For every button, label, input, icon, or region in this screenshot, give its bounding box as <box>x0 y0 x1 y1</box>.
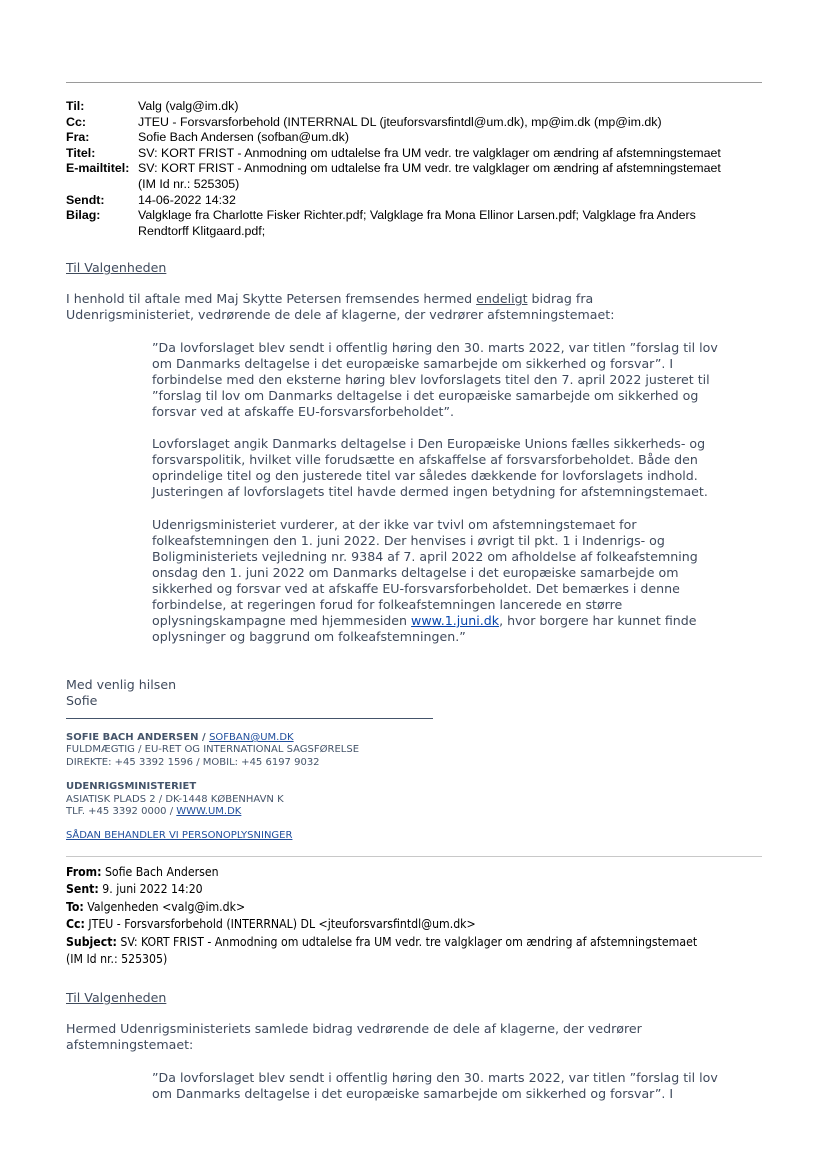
header-row-bilag <box>66 208 766 239</box>
quote-line: forbindelse med den eksterne høring blev lovforslagets titel den 7. april 2022 justeret til <box>152 372 710 387</box>
attachment-line[interactable]: Rendtorff Klitgaard.pdf; <box>138 223 266 238</box>
header-key: Til: <box>66 99 85 113</box>
signature-address: ASIATISK PLADS 2 / DK-1448 KØBENHAVN K <box>66 793 284 805</box>
signature-name-line <box>66 732 566 744</box>
forwarded-header <box>66 864 766 968</box>
quote-paragraph-3 <box>152 517 762 645</box>
header-value: Valg (valg@im.dk) <box>138 99 239 113</box>
header-key: Bilag: <box>66 208 101 223</box>
website-link[interactable]: www.1.juni.dk <box>411 613 500 628</box>
privacy-link[interactable]: SÅDAN BEHANDLER VI PERSONOPLYSNINGER <box>66 830 293 842</box>
top-divider <box>66 82 762 83</box>
quote-line: ”Da lovforslaget blev sendt i offentlig høring den 30. marts 2022, var titlen ”forslag til lov <box>152 1070 718 1085</box>
quote-line: Udenrigsministeriet vurderer, at der ikke var tvivl om afstemningstemaet for <box>152 517 637 532</box>
salutation: Til Valgenheden <box>66 260 167 275</box>
signature-tlf-line: TLF. +45 3392 0000 / WWW.UM.DK <box>66 806 242 818</box>
quote-line: oplysninger og baggrund om folkeafstemningen.” <box>152 629 466 644</box>
quote-line: ”forslag til lov om Danmarks deltagelse i det europæiske samarbejde om sikkerhed og <box>152 388 699 403</box>
header-value-line: SV: KORT FRIST - Anmodning om udtalelse fra UM vedr. tre valgklager om ændring af afstemningstemaet <box>138 161 721 176</box>
closing-name: Sofie <box>66 693 98 708</box>
quote-line: forsvar ved at afskaffe EU-forsvarsforbeholdet”. <box>152 404 454 419</box>
header-key: Cc: <box>66 114 86 129</box>
header-key: E-mailtitel: <box>66 161 130 176</box>
email-header <box>66 99 766 239</box>
header-row-titel <box>66 146 766 162</box>
signature-web-link[interactable]: WWW.UM.DK <box>176 806 242 818</box>
signature-name: SOFIE BACH ANDERSEN / <box>66 732 210 743</box>
intro-line: afstemningstemaet: <box>66 1037 194 1052</box>
header-value: JTEU - Forsvarsforbehold (INTERRNAL DL (jteuforsvarsfintdl@um.dk), mp@im.dk (mp@im.dk) <box>138 114 662 129</box>
intro-paragraph <box>66 291 766 323</box>
header-key: Titel: <box>66 145 96 160</box>
quote-line: ”Da lovforslaget blev sendt i offentlig høring den 30. marts 2022, var titlen ”forslag til lov <box>152 340 718 355</box>
emphasis-endeligt: endeligt <box>476 291 528 306</box>
signature-block <box>66 732 566 843</box>
quote-line: forbindelse, at regeringen forud for folkeafstemningen lancerede en større <box>152 597 623 612</box>
quote-paragraph-1 <box>152 340 762 420</box>
quote-line: forsvarspolitik, hvilket ville forudsætte en afskaffelse af forsvarsforbeholdet. Både den <box>152 452 698 467</box>
quote-line: om Danmarks deltagelse i det europæiske samarbejde om sikkerhed og forsvar”. I <box>152 1086 674 1101</box>
header-value <box>138 208 766 239</box>
attachment-line[interactable]: Valgklage fra Charlotte Fisker Richter.pdf; Valgklage fra Mona Ellinor Larsen.pdf; Valgklage fra Anders <box>138 208 696 223</box>
header-row-cc <box>66 115 766 131</box>
header-value <box>138 161 766 192</box>
forwarded-salutation: Til Valgenheden <box>66 990 167 1005</box>
forwarded-quote <box>152 1070 762 1102</box>
header-key: Fra: <box>66 130 90 145</box>
header-value-line: (IM Id nr.: 525305) <box>138 176 240 191</box>
intro-line: Hermed Udenrigsministeriets samlede bidrag vedrørende de dele af klagerne, der vedrører <box>66 1021 642 1036</box>
signature-divider <box>66 718 433 719</box>
forwarded-to: To: Valgenheden <valg@im.dk> <box>66 899 246 914</box>
header-key: Sendt: <box>66 192 105 207</box>
quote-line: sikkerhed og forsvar ved at afskaffe EU-forsvarsforbeholdet. Det bemærkes i denne <box>152 581 680 596</box>
forwarded-subject-cont: (IM Id nr.: 525305) <box>66 952 168 967</box>
quote-paragraph-2 <box>152 436 762 500</box>
forward-divider <box>66 856 762 857</box>
quote-line: oprindelige titel og den justerede titel var således dækkende for lovforslagets indhold. <box>152 468 698 483</box>
header-value: 14-06-2022 14:32 <box>138 192 236 207</box>
closing-greeting: Med venlig hilsen <box>66 677 177 692</box>
quote-line: Lovforslaget angik Danmarks deltagelse i Den Europæiske Unions fælles sikkerheds- og <box>152 436 706 451</box>
quote-line: onsdag den 1. juni 2022 om Danmarks deltagelse i det europæiske samarbejde om <box>152 565 679 580</box>
header-row-til <box>66 99 766 115</box>
quote-line: folkeafstemningen den 1. juni 2022. Der henvises i øvrigt til pkt. 1 i Indenrigs- og <box>152 533 665 548</box>
header-row-sendt <box>66 193 766 209</box>
forwarded-cc: Cc: JTEU - Forsvarsforbehold (INTERRNAL) DL <jteuforsvarsfintdl@um.dk> <box>66 917 476 932</box>
quote-line: om Danmarks deltagelse i det europæiske samarbejde om sikkerhed og forsvar”. I <box>152 356 674 371</box>
intro-line: I henhold til aftale med Maj Skytte Petersen fremsendes hermed endeligt bidrag fra <box>66 291 594 306</box>
signature-email-link[interactable]: SOFBAN@UM.DK <box>209 732 294 743</box>
quote-line: Boligministeriets vejledning nr. 9384 af 7. april 2022 om afholdelse af folkeafstemning <box>152 549 698 564</box>
signature-org: UDENRIGSMINISTERIET <box>66 781 197 793</box>
header-row-emailtitel <box>66 161 766 192</box>
signature-title: FULDMÆGTIG / EU-RET OG INTERNATIONAL SAGSFØRELSE <box>66 744 360 756</box>
forwarded-intro <box>66 1021 766 1053</box>
intro-line: Udenrigsministeriet, vedrørende de dele af klagerne, der vedrører afstemningstemaet: <box>66 307 615 322</box>
forwarded-from: From: Sofie Bach Andersen <box>66 865 219 879</box>
header-value: SV: KORT FRIST - Anmodning om udtalelse fra UM vedr. tre valgklager om ændring af afstemningstemaet <box>138 145 721 160</box>
header-value: Sofie Bach Andersen (sofban@um.dk) <box>138 130 349 145</box>
signature-phones: DIREKTE: +45 3392 1596 / MOBIL: +45 6197 9032 <box>66 756 320 768</box>
quote-line: Justeringen af lovforslagets titel havde dermed ingen betydning for afstemningstemaet. <box>152 484 708 499</box>
header-row-fra <box>66 130 766 146</box>
closing <box>66 677 176 709</box>
quote-line: oplysningskampagne med hjemmesiden www.1.juni.dk, hvor borgere har kunnet finde <box>152 613 697 628</box>
forwarded-sent: Sent: 9. juni 2022 14:20 <box>66 882 203 897</box>
forwarded-subject: Subject: SV: KORT FRIST - Anmodning om udtalelse fra UM vedr. tre valgklager om ændring af afstemningstemaet <box>66 934 698 949</box>
